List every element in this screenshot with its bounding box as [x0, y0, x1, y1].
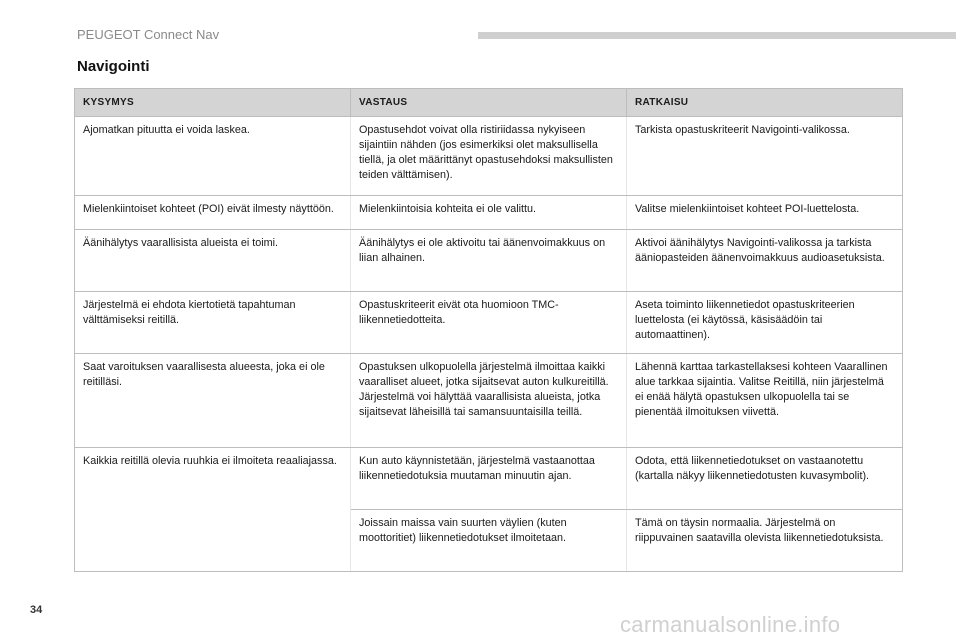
table-row [75, 230, 903, 292]
table-row [75, 448, 903, 510]
solution-cell: Aseta toiminto liikennetiedot opastuskriteerien luettelosta (ei käytössä, käsisäädöin tai automaattinen). [627, 292, 903, 354]
section-title: Navigointi [77, 58, 150, 75]
table-row [75, 292, 903, 354]
table-row [75, 196, 903, 230]
answer-cell: Opastusehdot voivat olla ristiriidassa nykyiseen sijaintiin nähden (jos esimerkiksi olet maksullisella tiellä, ja olet määrittänyt opastusehdoksi maksullisten teiden välttämisen). [351, 117, 627, 196]
solution-cell: Tämä on täysin normaalia. Järjestelmä on riippuvainen saatavilla olevista liikennetiedotuksista. [627, 510, 903, 572]
table-row [75, 117, 903, 196]
solution-cell: Aktivoi äänihälytys Navigointi-valikossa ja tarkista ääniopasteiden äänenvoimakkuus audioasetuksista. [627, 230, 903, 292]
answer-cell: Opastuskriteerit eivät ota huomioon TMC-liikennetiedotteita. [351, 292, 627, 354]
column-header-question: KYSYMYS [75, 89, 351, 117]
answer-cell: Mielenkiintoisia kohteita ei ole valittu. [351, 196, 627, 230]
watermark: carmanualsonline.info [620, 612, 841, 637]
question-cell: Mielenkiintoiset kohteet (POI) eivät ilmesty näyttöön. [75, 196, 351, 230]
question-cell: Äänihälytys vaarallisista alueista ei toimi. [75, 230, 351, 292]
question-cell: Ajomatkan pituutta ei voida laskea. [75, 117, 351, 196]
table-header-row [75, 89, 903, 117]
table-row [75, 354, 903, 448]
question-cell: Järjestelmä ei ehdota kiertotietä tapahtuman välttämiseksi reitillä. [75, 292, 351, 354]
header-bar [478, 32, 956, 39]
column-header-solution: RATKAISU [627, 89, 903, 117]
question-cell: Kaikkia reitillä olevia ruuhkia ei ilmoiteta reaaliajassa. [75, 448, 351, 572]
page-number: 34 [30, 604, 43, 616]
column-header-answer: VASTAUS [351, 89, 627, 117]
answer-cell: Kun auto käynnistetään, järjestelmä vastaanottaa liikennetiedotuksia muutaman minuutin ajan. [351, 448, 627, 510]
answer-cell: Äänihälytys ei ole aktivoitu tai äänenvoimakkuus on liian alhainen. [351, 230, 627, 292]
solution-cell: Valitse mielenkiintoiset kohteet POI-luettelosta. [627, 196, 903, 230]
answer-cell: Joissain maissa vain suurten väylien (kuten moottoritiet) liikennetiedotukset ilmoitetaan. [351, 510, 627, 572]
solution-cell: Odota, että liikennetiedotukset on vastaanotettu (kartalla näkyy liikennetiedotusten kuvasymbolit). [627, 448, 903, 510]
question-cell: Saat varoituksen vaarallisesta alueesta, joka ei ole reitilläsi. [75, 354, 351, 448]
solution-cell: Tarkista opastuskriteerit Navigointi-valikossa. [627, 117, 903, 196]
solution-cell: Lähennä karttaa tarkastellaksesi kohteen Vaarallinen alue tarkkaa sijaintia. Valitse Reitillä, niin järjestelmä ei enää hälytä opastuksen ulkopuolella tai se pienentää ilmoituksen viivettä. [627, 354, 903, 448]
header-title: PEUGEOT Connect Nav [77, 27, 220, 42]
answer-cell: Opastuksen ulkopuolella järjestelmä ilmoittaa kaikki vaaralliset alueet, jotka sijaitsevat auton kulkureitillä. Järjestelmä voi hälyttää vaarallisista alueista, jotka sijaitsevat läheisillä tai samansuuntaisilla teillä. [351, 354, 627, 448]
faq-table [74, 88, 903, 572]
